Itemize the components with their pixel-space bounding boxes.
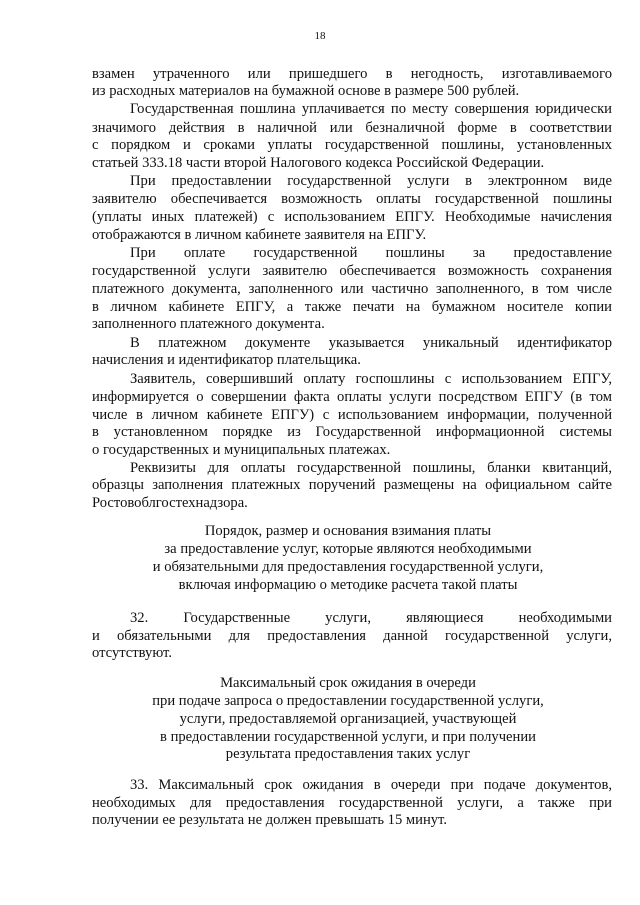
section-heading-line: Максимальный срок ожидания в очереди [220, 675, 476, 691]
paragraph-line: заполненного платежного документа. [92, 316, 325, 332]
paragraph-line: взамен утраченного или пришедшего в негодность, изготавливаемого [92, 66, 612, 82]
paragraph-line: числе в личном кабинете ЕПГУ) с использованием информации, полученной [92, 407, 612, 423]
section-heading-line: Порядок, размер и основания взимания платы [204, 523, 492, 539]
paragraph-line: и обязательными для предоставления данной государственной услуги, [92, 628, 612, 644]
section-heading-line: включая информацию о методике расчета такой платы [178, 577, 518, 593]
paragraph-line: При предоставлении государственной услуги в электронном виде [130, 173, 612, 189]
section-heading-line: результата предоставления таких услуг [225, 746, 471, 762]
paragraph-line: значимого действия в наличной или безналичной форме в соответствии [92, 120, 612, 136]
paragraph-line: 33. Максимальный срок ожидания в очереди при подаче документов, [130, 777, 612, 793]
paragraph-line: в установленном порядке из Государственной информационной системы [92, 424, 612, 440]
paragraph-line: В платежном документе указывается уникальный идентификатор [130, 335, 612, 351]
paragraph-line: отображаются в личном кабинете заявителя на ЕПГУ. [92, 227, 427, 243]
page-number: 18 [314, 30, 326, 42]
paragraph-line: Ростовоблгостехнадзора. [92, 495, 248, 511]
paragraph-line: платежного документа, заполненного или частично заполненного, в том числе [92, 281, 612, 297]
paragraph-line: о государственных и муниципальных платежах. [92, 442, 391, 458]
paragraph-line: отсутствуют. [92, 645, 172, 661]
section-heading-line: при подаче запроса о предоставлении государственной услуги, [152, 693, 544, 709]
paragraph-line: статьей 333.18 части второй Налогового кодекса Российской Федерации. [92, 155, 545, 171]
paragraph-line: необходимых для предоставления государственной услуги, а также при [92, 795, 612, 811]
paragraph-line: Государственная пошлина уплачивается по месту совершения юридически [130, 101, 612, 117]
paragraph-line: (уплаты иных платежей) с использованием ЕПГУ. Необходимые начисления [92, 209, 612, 225]
paragraph-line: образцы заполнения платежных поручений размещены на официальном сайте [92, 477, 612, 493]
paragraph-line: из расходных материалов на бумажной основе в размере 500 рублей. [92, 83, 520, 99]
section-heading-line: услуги, предоставляемой организацией, участвующей [179, 711, 517, 727]
paragraph-line: заявителю обеспечивается возможность оплаты государственной пошлины [92, 191, 612, 207]
paragraph-line: в личном кабинете ЕПГУ, а также печати на бумажном носителе копии [92, 299, 612, 315]
paragraph-line: При оплате государственной пошлины за предоставление [130, 245, 612, 261]
paragraph-line: государственной услуги заявителю обеспечивается возможность сохранения [92, 263, 612, 279]
section-heading-line: в предоставлении государственной услуги, и при получении [160, 729, 536, 745]
paragraph-line: Заявитель, совершивший оплату госпошлины с использованием ЕПГУ, [130, 371, 612, 387]
paragraph-line: начисления и идентификатор плательщика. [92, 352, 361, 368]
paragraph-line: получении ее результата не должен превышать 15 минут. [92, 812, 447, 828]
paragraph-line: Реквизиты для оплаты государственной пошлины, бланки квитанций, [130, 460, 612, 476]
paragraph-line: информируется о совершении факта оплаты услуги посредством ЕПГУ (в том [92, 389, 612, 405]
paragraph-line: 32. Государственные услуги, являющиеся необходимыми [130, 610, 612, 626]
section-heading-line: за предоставление услуг, которые являются необходимыми [164, 541, 532, 557]
section-heading-line: и обязательными для предоставления государственной услуги, [152, 559, 544, 575]
paragraph-line: с порядком и сроками уплаты государственной пошлины, установленных [92, 137, 612, 153]
